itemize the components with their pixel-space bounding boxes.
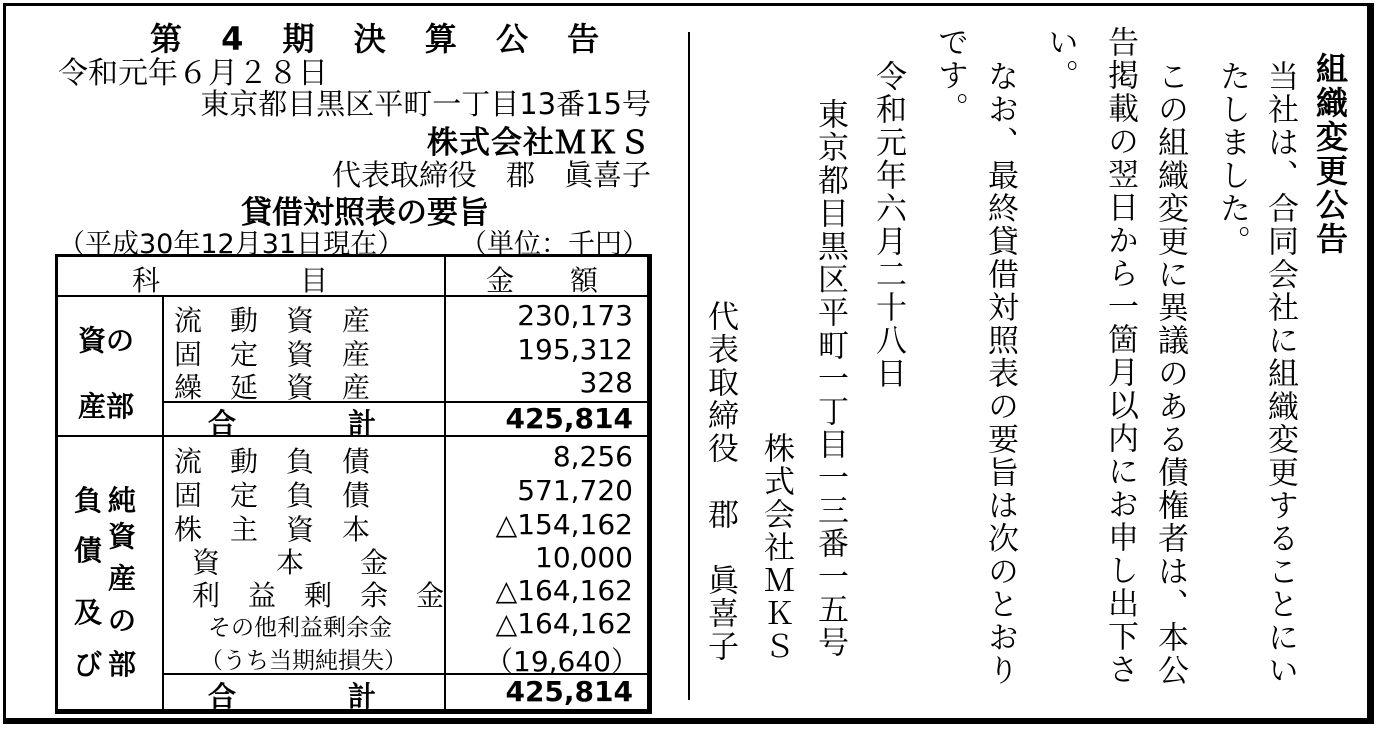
assets-total-value: 425,814 — [505, 402, 633, 435]
settlement-date: 令和元年６月２８日 — [58, 56, 328, 91]
liability-row-value: △164,162 — [495, 574, 633, 607]
notice-address: 東京都目黒区平町一丁目一三番一五号 — [812, 98, 848, 659]
header-item: 科 目 — [132, 264, 329, 297]
net-assets-group-char: 資 — [108, 520, 137, 553]
liabilities-group-char: 及 — [74, 596, 103, 629]
liability-row-label: 固 定 負 債 — [174, 479, 371, 512]
asset-row-label: 繰 延 資 産 — [174, 371, 371, 404]
liability-row-value: 571,720 — [517, 474, 633, 507]
balance-sheet-period: （平成30年12月31日現在） — [58, 229, 405, 260]
assets-group-line1: 資の — [78, 324, 135, 357]
asset-row-value: 230,173 — [517, 299, 633, 332]
liability-row-label: 株 主 資 本 — [174, 513, 371, 546]
notice-body-line: い。 — [1042, 26, 1078, 92]
assets-group-line2: 産部 — [78, 390, 135, 423]
asset-row-label: 固 定 資 産 — [174, 338, 371, 371]
balance-sheet-unit: （単位：千円） — [460, 229, 649, 260]
liabilities-group-char: 負 — [74, 484, 103, 517]
section-divider — [688, 32, 690, 700]
liability-row-value: 10,000 — [535, 541, 633, 574]
liability-row-label: その他利益剰余金 — [208, 615, 392, 641]
representative: 代表取締役 郡 眞喜子 — [331, 158, 651, 192]
amount-column-divider — [444, 257, 446, 709]
notice-body-line: この組織変更に異議のある債権者は、本公 — [1152, 60, 1188, 687]
notice-representative: 代表取締役 郡 眞喜子 — [702, 300, 738, 663]
settlement-title: 第 4 期 決 算 公 告 — [150, 20, 614, 58]
liability-row-value: △154,162 — [495, 508, 633, 541]
liabilities-total-value: 425,814 — [505, 675, 633, 708]
asset-row-label: 流 動 資 産 — [174, 304, 371, 337]
notice-body-line: 当社は、合同会社に組織変更することにい — [1262, 60, 1298, 687]
notice-body-line: です。 — [932, 26, 968, 125]
header-amount: 金 額 — [486, 264, 599, 297]
balance-sheet-table — [55, 254, 652, 714]
net-assets-group-char: の — [108, 604, 137, 637]
group-column-divider — [162, 295, 164, 709]
liability-row-value: 8,256 — [552, 440, 633, 473]
liability-row-label: 利 益 剰 余 金 — [192, 579, 445, 612]
net-assets-group-char: 純 — [108, 484, 137, 517]
liabilities-total-label: 合 計 — [208, 680, 377, 713]
notice-body-line: なお、最終貸借対照表の要旨は次のとおり — [982, 60, 1018, 687]
liability-row-label: 流 動 負 債 — [174, 445, 371, 478]
notice-company: 株式会社ＭＫＳ — [758, 432, 794, 663]
asset-row-value: 195,312 — [517, 333, 633, 366]
assets-total-label: 合 計 — [208, 407, 377, 440]
liability-row-label: （うち当期純損失） — [200, 648, 407, 674]
notice-body-line: 告掲載の翌日から一箇月以内にお申し出下さ — [1102, 26, 1138, 686]
balance-sheet-subtitle: 貸借対照表の要旨 — [241, 195, 489, 231]
liability-row-value: （19,640） — [485, 645, 639, 678]
liability-row-value: △164,162 — [495, 607, 633, 640]
net-assets-group-char: 産 — [108, 562, 137, 595]
net-assets-group-char: 部 — [108, 648, 137, 681]
company-name: 株式会社ＭＫＳ — [427, 125, 651, 161]
notice-date: 令和元年六月二十八日 — [870, 60, 906, 390]
liabilities-group-char: び — [74, 648, 103, 681]
company-address: 東京都目黒区平町一丁目13番15号 — [200, 87, 651, 121]
asset-row-value: 328 — [579, 366, 633, 399]
liability-row-label: 資 本 金 — [192, 546, 389, 579]
notice-title: 組織変更公告 — [1311, 52, 1349, 256]
notice-body-line: たしました。 — [1214, 60, 1250, 258]
liabilities-group-char: 債 — [74, 534, 103, 567]
